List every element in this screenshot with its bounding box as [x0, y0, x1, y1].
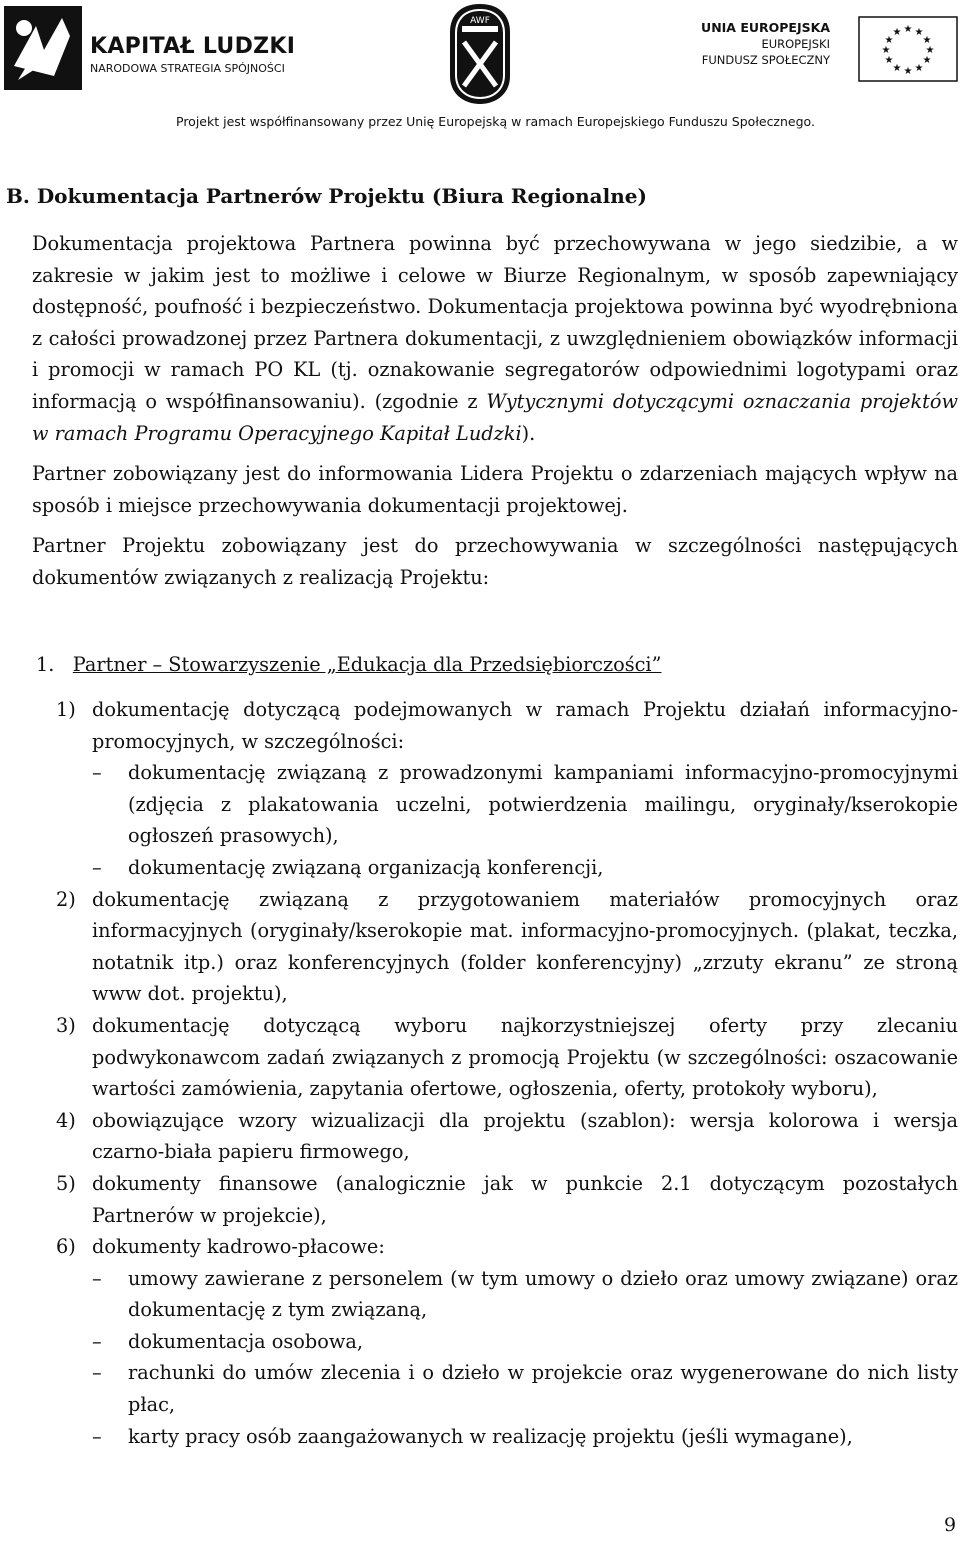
awf-logo — [448, 2, 512, 106]
dash-bullet: – — [92, 1424, 102, 1448]
list-item — [56, 884, 958, 1010]
list-item-number: 2) — [56, 887, 76, 911]
dash-bullet: – — [92, 1329, 102, 1353]
list-subitem-text: dokumentację związaną z prowadzonymi kampaniami informacyjno-promocyjnymi (zdjęcia z plakatowania uczelni, potwierdzenia mailingu, oryginały/kserokopie ogłoszeń prasowych), — [128, 761, 958, 848]
list-item-text: dokumenty kadrowo-płacowe: — [92, 1235, 385, 1259]
section-heading: B. Dokumentacja Partnerów Projektu (Biura Regionalne) — [6, 184, 647, 208]
eu-line1: UNIA EUROPEJSKA — [701, 20, 830, 35]
cofinancing-note: Projekt jest współfinansowany przez Unię Europejską w ramach Europejskiego Funduszu Społecznego. — [176, 114, 815, 129]
list-subitem-text: umowy zawierane z personelem (w tym umowy o dzieło oraz umowy związane) oraz dokumentację z tym związaną, — [128, 1266, 958, 1322]
dash-bullet: – — [92, 855, 102, 879]
awf-label: AWF — [470, 16, 490, 26]
list-subitem — [56, 1357, 958, 1420]
paragraph-3: Partner Projektu zobowiązany jest do przechowywania w szczególności następujących dokumentów związanych z realizacją Projektu: — [32, 534, 958, 589]
svg-text:★: ★ — [892, 27, 902, 38]
svg-text:★: ★ — [925, 45, 935, 56]
partner-label: Partner – Stowarzyszenie „Edukacja dla Przedsiębiorczości” — [72, 653, 662, 676]
svg-text:★: ★ — [914, 27, 924, 38]
eu-text — [701, 20, 830, 68]
list-item-number: 5) — [56, 1171, 76, 1195]
list-item-text: dokumenty finansowe (analogicznie jak w punkcie 2.1 dotyczącym pozostałych Partnerów w projekcie), — [92, 1171, 958, 1227]
eu-line2: EUROPEJSKI — [761, 37, 830, 51]
dash-bullet: – — [92, 761, 102, 785]
list-subitem-text: dokumentacja osobowa, — [128, 1329, 363, 1353]
page-header — [0, 0, 960, 140]
section-body — [32, 228, 958, 594]
kapital-ludzki-subtitle: NARODOWA STRATEGIA SPÓJNOŚCI — [90, 62, 285, 75]
partner-heading — [36, 649, 960, 681]
paragraph-1-text-b: ). — [521, 421, 536, 445]
document-list — [56, 694, 958, 1452]
dash-bullet: – — [92, 1266, 102, 1290]
list-subitem — [56, 757, 958, 852]
list-subitem-text: dokumentację związaną organizacją konferencji, — [128, 855, 604, 879]
list-item-number: 4) — [56, 1108, 76, 1132]
svg-text:★: ★ — [881, 45, 891, 56]
svg-text:★: ★ — [884, 35, 894, 46]
list-item-number: 1) — [56, 698, 76, 721]
list-subitem — [56, 1263, 958, 1326]
list-item — [56, 1231, 958, 1263]
list-subitem — [56, 852, 958, 884]
svg-text:★: ★ — [903, 24, 913, 35]
svg-text:★: ★ — [892, 63, 902, 74]
list-item-text: dokumentację dotyczącą wyboru najkorzystniejszej oferty przy zlecaniu podwykonawcom zadań związanych z promocją Projektu (w szczególności: oszacowanie wartości zamówienia, zapytania ofertowe, ogłoszenia, oferty, protokoły wyboru), — [92, 1013, 958, 1101]
paragraph-1-italic: Wytycznymi dotyczącymi oznaczania projektów w ramach Programu Operacyjnego Kapitał Ludzki — [32, 389, 958, 445]
svg-text:★: ★ — [884, 55, 894, 66]
list-item-number: 3) — [56, 1013, 76, 1037]
partner-number: 1. — [36, 653, 55, 676]
list-item — [56, 694, 958, 757]
list-subitem — [56, 1421, 958, 1453]
awf-shield-icon — [448, 2, 512, 106]
paragraph-1-text-a: Dokumentacja projektowa Partnera powinna być przechowywana w jego siedzibie, a w zakresie w jakim jest to możliwe i celowe w Biurze Regionalnym, w sposób zapewniający dostępność, poufność i bezpieczeństwo. Dokumentacja projektowa powinna być wyodrębniona z całości prowadzonej przez Partnera dokumentacji, z uwzględnieniem obowiązków informacji i promocji w ramach PO KL (tj. oznakowanie segregatorów odpowiednimi logotypami oraz informacją o współfinansowaniu). (zgodnie z — [32, 232, 958, 413]
svg-text:★: ★ — [903, 66, 913, 77]
list-item-text: obowiązujące wzory wizualizacji dla projektu (szablon): wersja kolorowa i wersja czarno-biała papieru firmowego, — [92, 1108, 958, 1164]
list-item — [56, 1168, 958, 1231]
list-subitem — [56, 1326, 958, 1358]
list-subitem-text: karty pracy osób zaangażowanych w realizację projektu (jeśli wymagane), — [128, 1424, 853, 1448]
paragraph-1 — [32, 228, 958, 449]
page-number: 9 — [944, 1514, 957, 1536]
svg-text:★: ★ — [914, 63, 924, 74]
list-item — [56, 1010, 958, 1105]
paragraph-2: Partner zobowiązany jest do informowania Lidera Projektu o zdarzeniach mających wpływ na sposób i miejsce przechowywania dokumentacji projektowej. — [32, 462, 958, 517]
list-item-text: dokumentację związaną z przygotowaniem materiałów promocyjnych oraz informacyjnych (oryginały/kserokopie mat. informacyjno-promocyjnych. (plakat, teczka, notatnik itp.) oraz konferencyjnych (folder konferencyjny) „zrzuty ekranu” ze stroną www dot. projektu), — [92, 887, 958, 1006]
kapital-ludzki-emblem-icon — [4, 6, 84, 90]
eu-flag-icon — [858, 16, 958, 82]
kapital-ludzki-logo — [4, 6, 294, 90]
eu-line3: FUNDUSZ SPOŁECZNY — [701, 53, 830, 67]
list-item-number: 6) — [56, 1235, 76, 1259]
list-subitem-text: rachunki do umów zlecenia i o dzieło w projekcie oraz wygenerowane do nich listy płac, — [128, 1361, 958, 1417]
dash-bullet: – — [92, 1361, 102, 1385]
kapital-ludzki-title: KAPITAŁ LUDZKI — [90, 34, 296, 59]
eu-logo — [700, 16, 958, 86]
list-item-text: dokumentację dotyczącą podejmowanych w ramach Projektu działań informacyjno-promocyjnych, w szczególności: — [92, 698, 958, 753]
list-item — [56, 1105, 958, 1168]
svg-text:★: ★ — [922, 35, 932, 46]
svg-text:★: ★ — [922, 55, 932, 66]
